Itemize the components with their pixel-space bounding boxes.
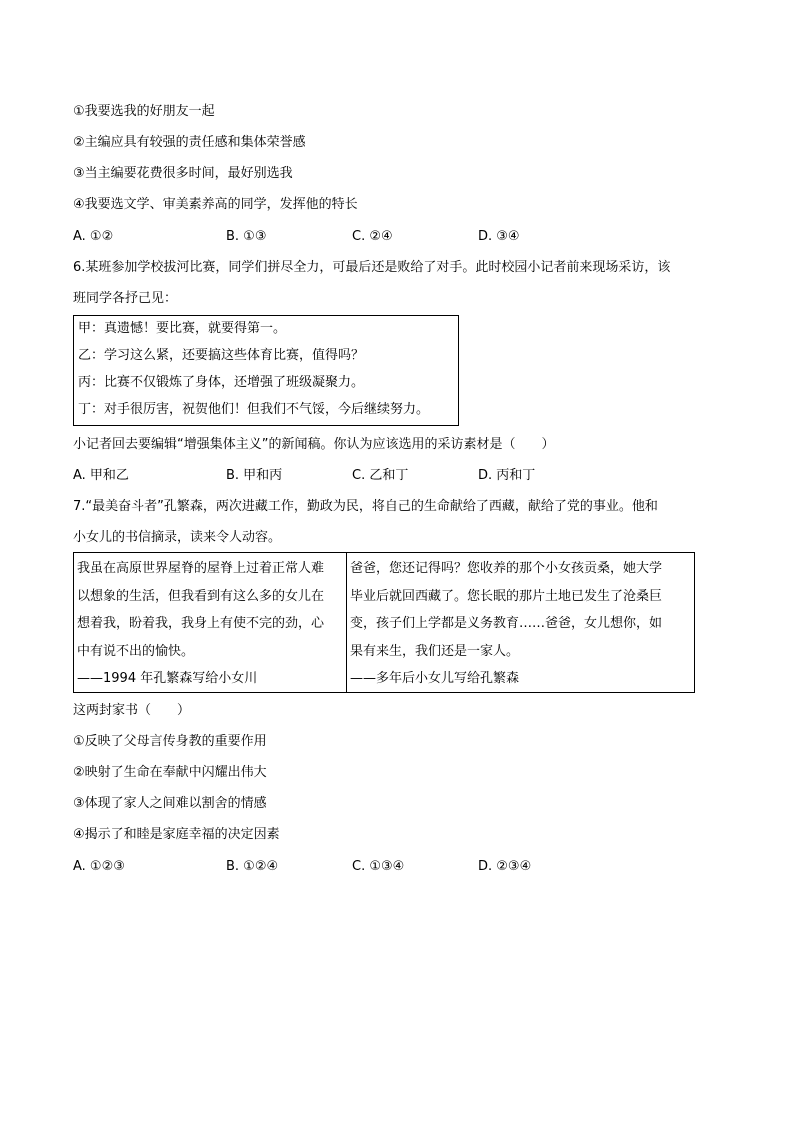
daughter-letter-line-2: 毕业后就回西藏了。您长眠的那片土地已发生了沧桑巨 <box>350 588 663 604</box>
q6-option-d: D. 丙和丁 <box>478 468 536 483</box>
father-letter-line-3: 想着我，盼着我，我身上有使不完的劲，心 <box>77 616 325 631</box>
q6-stem-line-1: 6.某班参加学校拔河比赛，同学们拼尽全力，可最后还是败给了对手。此时校园小记者前来现场采访，该 <box>73 260 671 275</box>
father-letter-line-2: 以想象的生活，但我看到有这么多的女儿在 <box>77 588 325 604</box>
q7-daughter-letter <box>347 553 695 695</box>
choice-item-4: ④我要选文学、审美素养高的同学，发挥他的特长 <box>73 197 358 212</box>
choice-item-3: ③当主编要花费很多时间，最好别选我 <box>73 166 293 181</box>
q6-stem-line-2: 班同学各抒己见： <box>73 291 178 306</box>
option-b: B. ①③ <box>226 229 267 244</box>
daughter-letter-line-1: 爸爸，您还记得吗？您收养的那个小女孩贡桑，她大学 <box>350 561 663 576</box>
q6-quote-yi: 乙：学习这么紧，还要搞这些体育比赛，值得吗？ <box>78 348 365 363</box>
q7-question: 这两封家书（ ） <box>73 703 191 718</box>
q7-letters-table <box>73 552 695 693</box>
q7-option-c: C. ①③④ <box>352 859 405 874</box>
option-d: D. ③④ <box>478 229 520 244</box>
q6-quote-bing: 丙：比赛不仅锻炼了身体，还增强了班级凝聚力。 <box>78 375 365 390</box>
option-a: A. ①② <box>73 229 114 244</box>
q6-quote-ding: 丁：对手很厉害，祝贺他们！但我们不气馁，今后继续努力。 <box>78 402 430 417</box>
q6-question: 小记者回去要编辑“增强集体主义”的新闻稿。你认为应该选用的采访素材是（ ） <box>73 437 555 452</box>
option-c: C. ②④ <box>352 229 393 244</box>
q6-option-b: B. 甲和丙 <box>226 468 283 483</box>
q7-item-2: ②映射了生命在奉献中闪耀出伟大 <box>73 765 267 780</box>
choice-item-2: ②主编应具有较强的责任感和集体荣誉感 <box>73 135 306 150</box>
q7-item-1: ①反映了父母言传身教的重要作用 <box>73 734 267 749</box>
q6-option-c: C. 乙和丁 <box>352 468 409 483</box>
daughter-letter-line-3: 变，孩子们上学都是义务教育……爸爸，女儿想你，如 <box>350 616 663 631</box>
father-letter-signature: ——1994 年孔繁森写给小女川 <box>77 671 258 686</box>
daughter-letter-signature: ——多年后小女儿写给孔繁森 <box>350 671 520 686</box>
q7-stem-line-2: 小女儿的书信摘录，读来令人动容。 <box>73 530 282 545</box>
q7-item-3: ③体现了家人之间难以割舍的情感 <box>73 796 267 811</box>
q7-option-a: A. ①②③ <box>73 859 125 874</box>
q6-quote-box <box>73 315 459 426</box>
father-letter-line-1: 我虽在高原世界屋脊的屋脊上过着正常人难 <box>77 561 325 576</box>
q7-option-b: B. ①②④ <box>226 859 279 874</box>
father-letter-line-4: 中有说不出的愉快。 <box>77 643 195 659</box>
q7-stem-line-1: 7.“最美奋斗者”孔繁森，两次进藏工作，勤政为民，将自己的生命献给了西藏，献给了党的事业。他和 <box>73 499 658 514</box>
q6-quote-jia: 甲：真遗憾！要比赛，就要得第一。 <box>78 321 287 336</box>
q7-item-4: ④揭示了和睦是家庭幸福的决定因素 <box>73 827 280 842</box>
q7-option-d: D. ②③④ <box>478 859 532 874</box>
q6-option-a: A. 甲和乙 <box>73 468 129 483</box>
q7-father-letter <box>74 553 346 695</box>
daughter-letter-line-4: 果有来生，我们还是一家人。 <box>350 643 520 659</box>
choice-item-1: ①我要选我的好朋友一起 <box>73 104 215 119</box>
